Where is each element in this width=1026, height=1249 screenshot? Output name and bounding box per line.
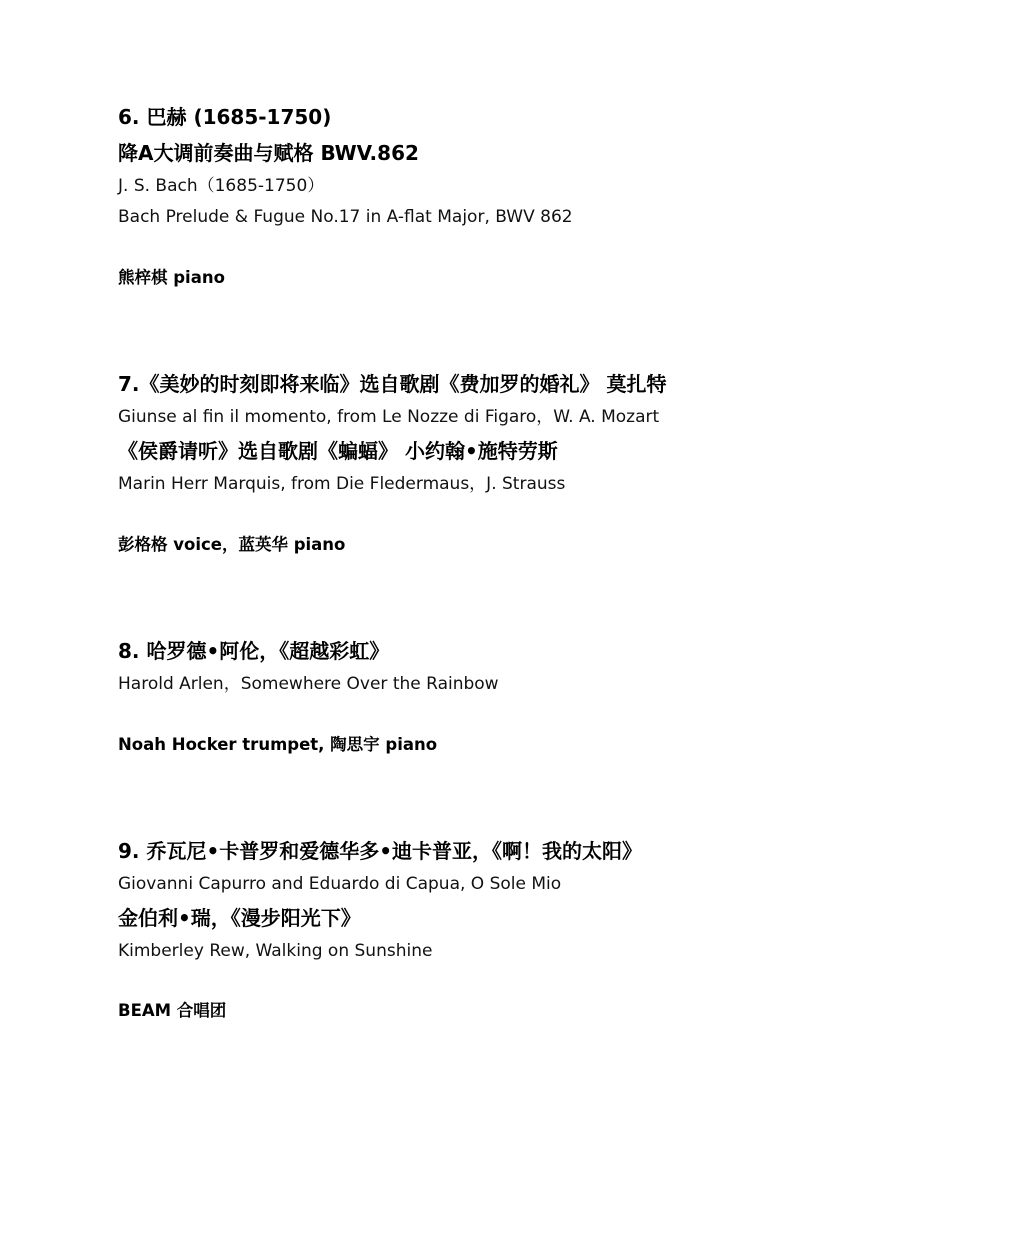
item-6-performers: 熊梓棋 piano — [118, 268, 225, 287]
item-9-work-2-en: Kimberley Rew, Walking on Sunshine — [118, 941, 433, 961]
item-9-performers: BEAM 合唱团 — [118, 1001, 227, 1020]
item-8-title-line: 8. 哈罗德•阿伦，《超越彩虹》 — [118, 639, 390, 663]
item-7-work-1-en: Giunse al fin il momento, from Le Nozze di Figaro，W. A. Mozart — [118, 407, 660, 427]
item-9-work-2-cn: 金伯利•瑞，《漫步阳光下》 — [118, 906, 361, 930]
item-7-title-line: 7.《美妙的时刻即将来临》选自歌剧《费加罗的婚礼》 莫扎特 — [118, 372, 667, 396]
item-6-title-line: 6. 巴赫 (1685-1750) — [118, 105, 332, 129]
item-6-composer-en: J. S. Bach（1685-1750） — [118, 176, 325, 196]
item-7-work-2-cn: 《侯爵请听》选自歌剧《蝙蝠》 小约翰•施特劳斯 — [118, 439, 558, 463]
item-7-performers: 彭格格 voice，蓝英华 piano — [118, 535, 346, 554]
item-8-work-en: Harold Arlen，Somewhere Over the Rainbow — [118, 674, 499, 694]
item-6-work-title-cn: 降A大调前奏曲与赋格 BWV.862 — [118, 141, 419, 165]
item-9-work-1-en: Giovanni Capurro and Eduardo di Capua, O Sole Mio — [118, 874, 562, 894]
item-8-performers: Noah Hocker trumpet, 陶思宇 piano — [118, 735, 438, 754]
item-9-title-line: 9. 乔瓦尼•卡普罗和爱德华多•迪卡普亚，《啊！我的太阳》 — [118, 839, 643, 863]
item-7-work-2-en: Marin Herr Marquis, from Die Fledermaus，J. Strauss — [118, 474, 566, 494]
item-6-work-title-en: Bach Prelude & Fugue No.17 in A-flat Major, BWV 862 — [118, 207, 573, 227]
